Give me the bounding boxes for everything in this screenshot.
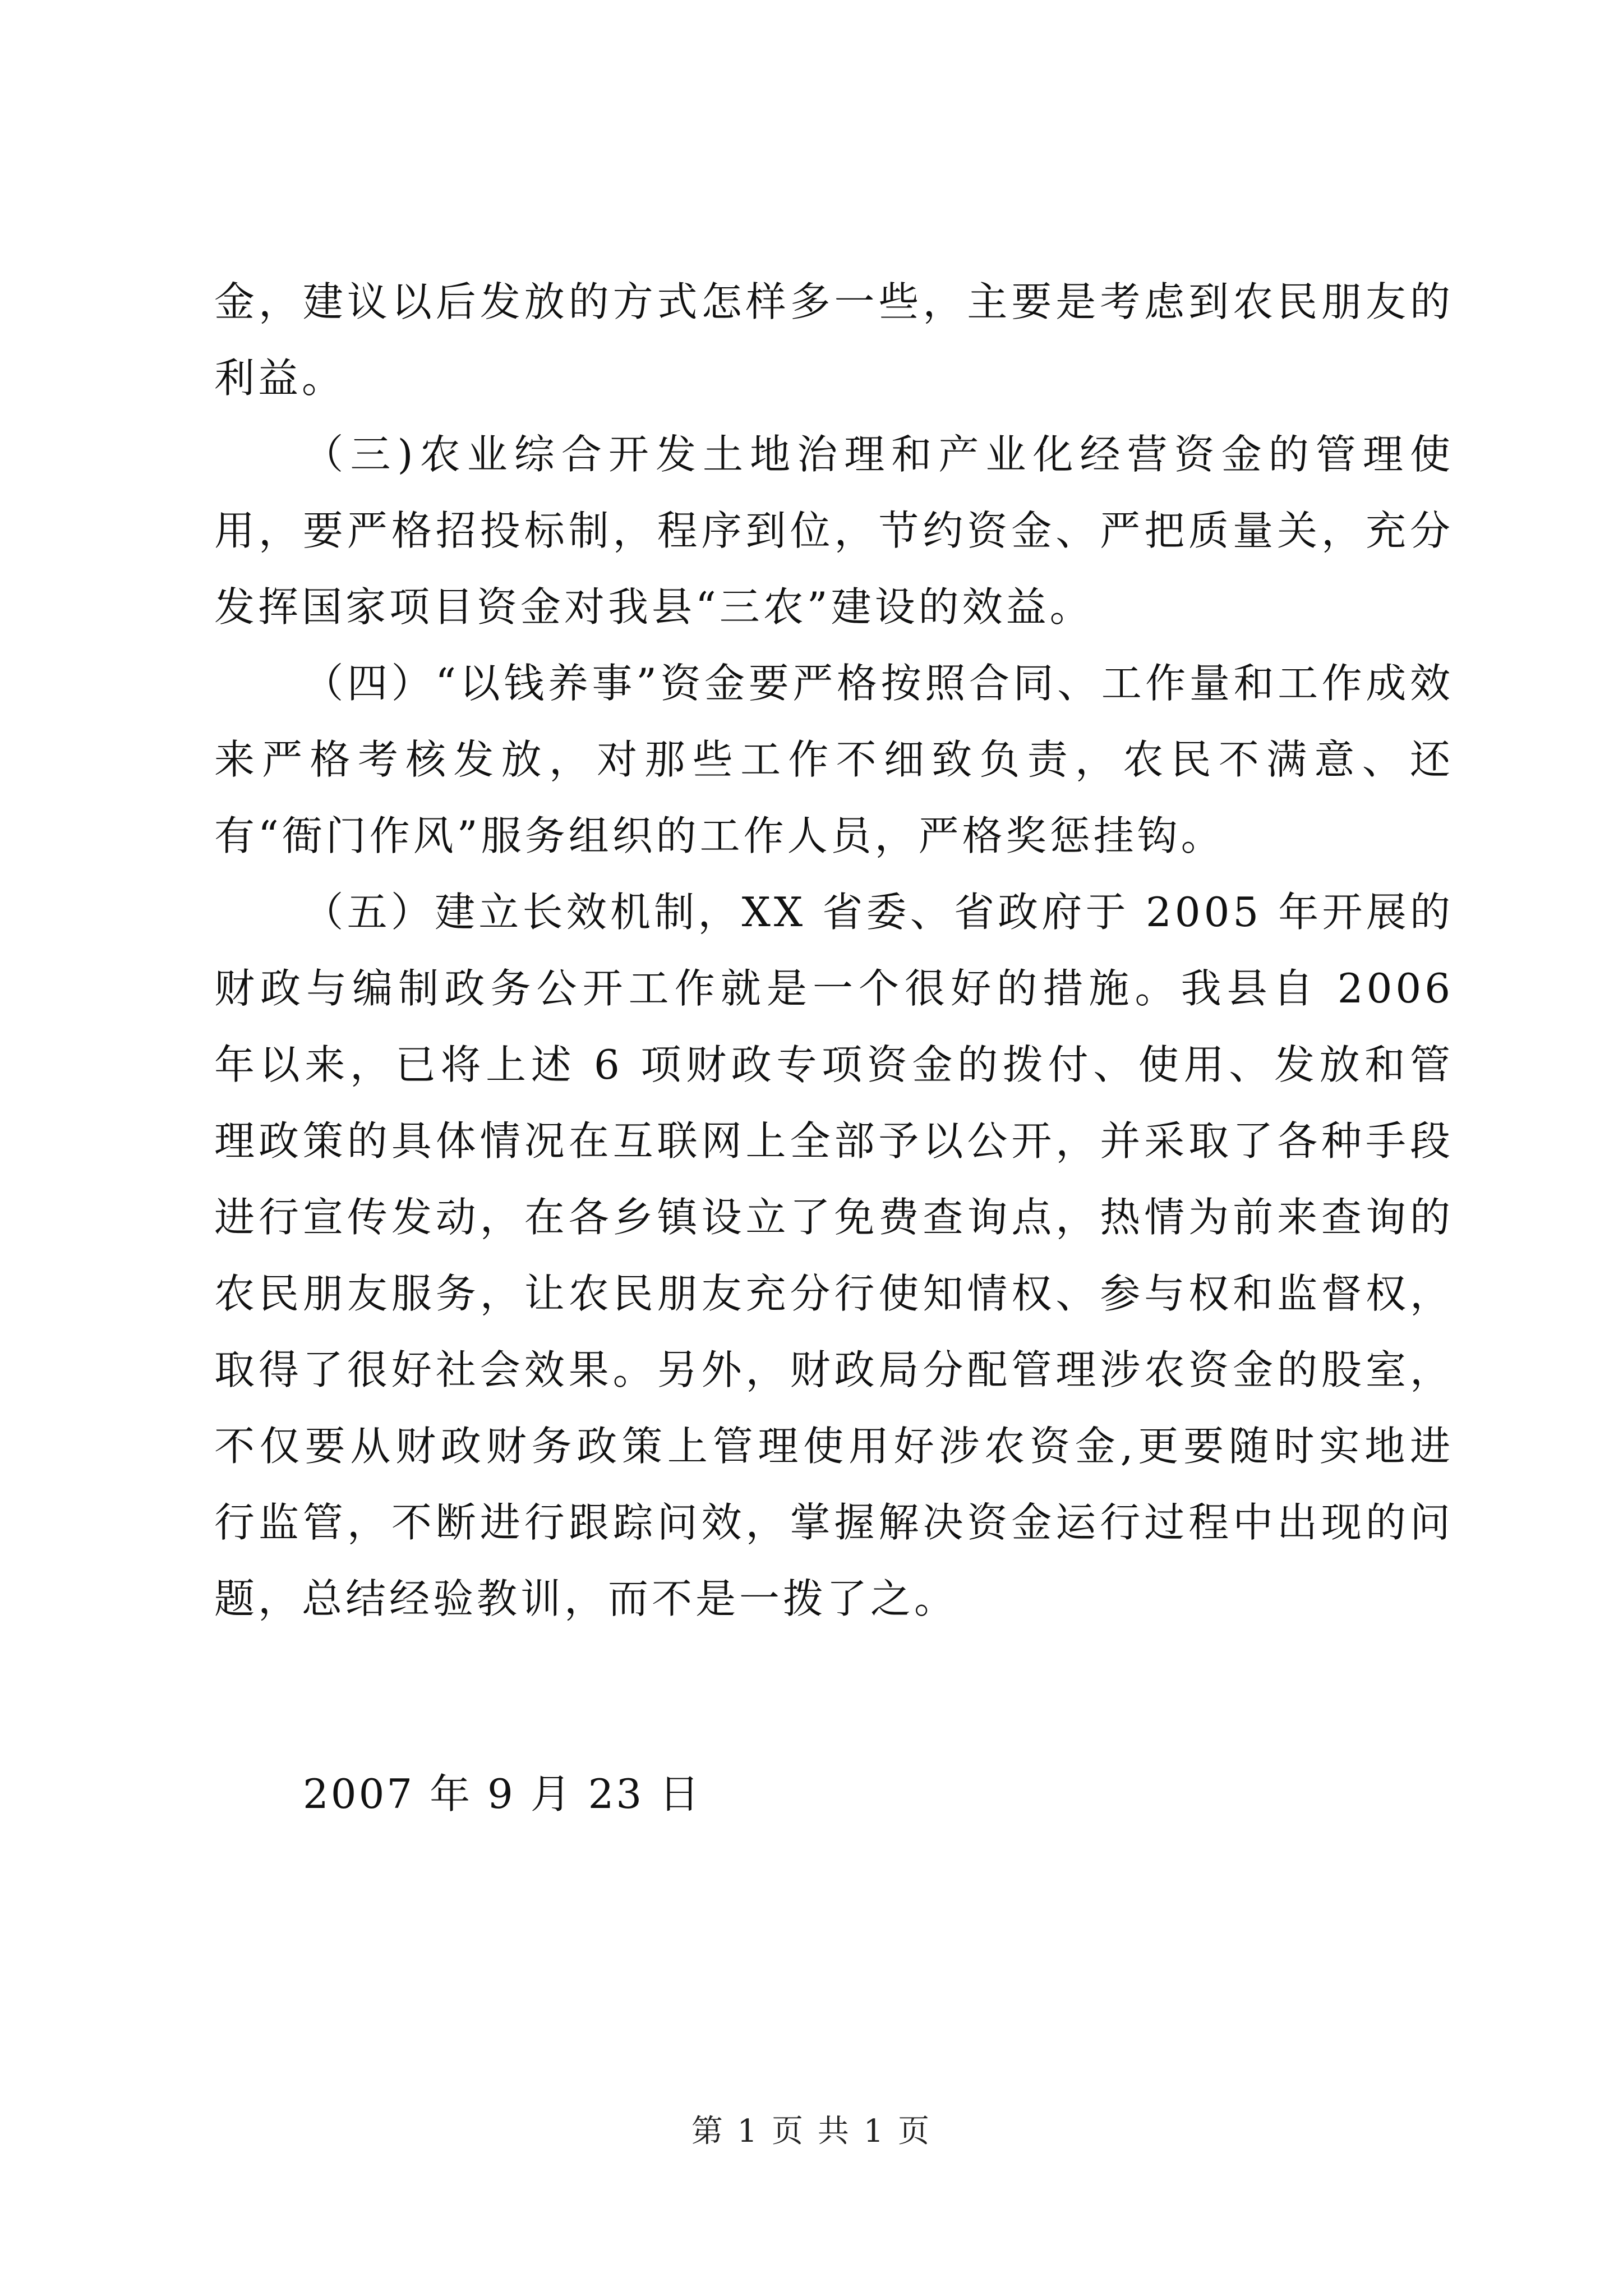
paragraph-item-3: （三)农业综合开发土地治理和产业化经营资金的管理使用，要严格招投标制，程序到位，节约资金、严把质量关，充分发挥国家项目资金对我县“三农”建设的效益。 xyxy=(214,431,1454,631)
paragraph-item-4: （四）“以钱养事”资金要严格按照合同、工作量和工作成效来严格考核发放，对那些工作不细致负责，农民不满意、还有“衙门作风”服务组织的工作人员，严格奖惩挂钩。 xyxy=(214,660,1454,859)
document-body xyxy=(214,264,1470,1637)
document-date: 2007 年 9 月 23 日 xyxy=(303,1770,702,1818)
paragraph-continuation: 金，建议以后发放的方式怎样多一些，主要是考虑到农民朋友的利益。 xyxy=(214,278,1454,402)
page-number-footer: 第 1 页 共 1 页 xyxy=(691,2113,932,2150)
paragraph-item-5: （五）建立长效机制，XX 省委、省政府于 2005 年开展的财政与编制政务公开工作就是一个很好的措施。我县自 2006 年以来，已将上述 6 项财政专项资金的拨付、使用、发放和管理政策的具体情况在互联网上全部予以公开，并采取了各种手段进行宣传发动，在各乡镇设立了免费查询点，热情为前来查询的农民朋友服务，让农民朋友充分行使知情权、参与权和监督权，取得了很好社会效果。另外，财政局分配管理涉农资金的股室，不仅要从财政财务政策上管理使用好涉农资金,更要随时实地进行监管，不断进行跟踪问效，掌握解决资金运行过程中出现的问题，总结经验教训，而不是一拨了之。 xyxy=(214,889,1470,1622)
